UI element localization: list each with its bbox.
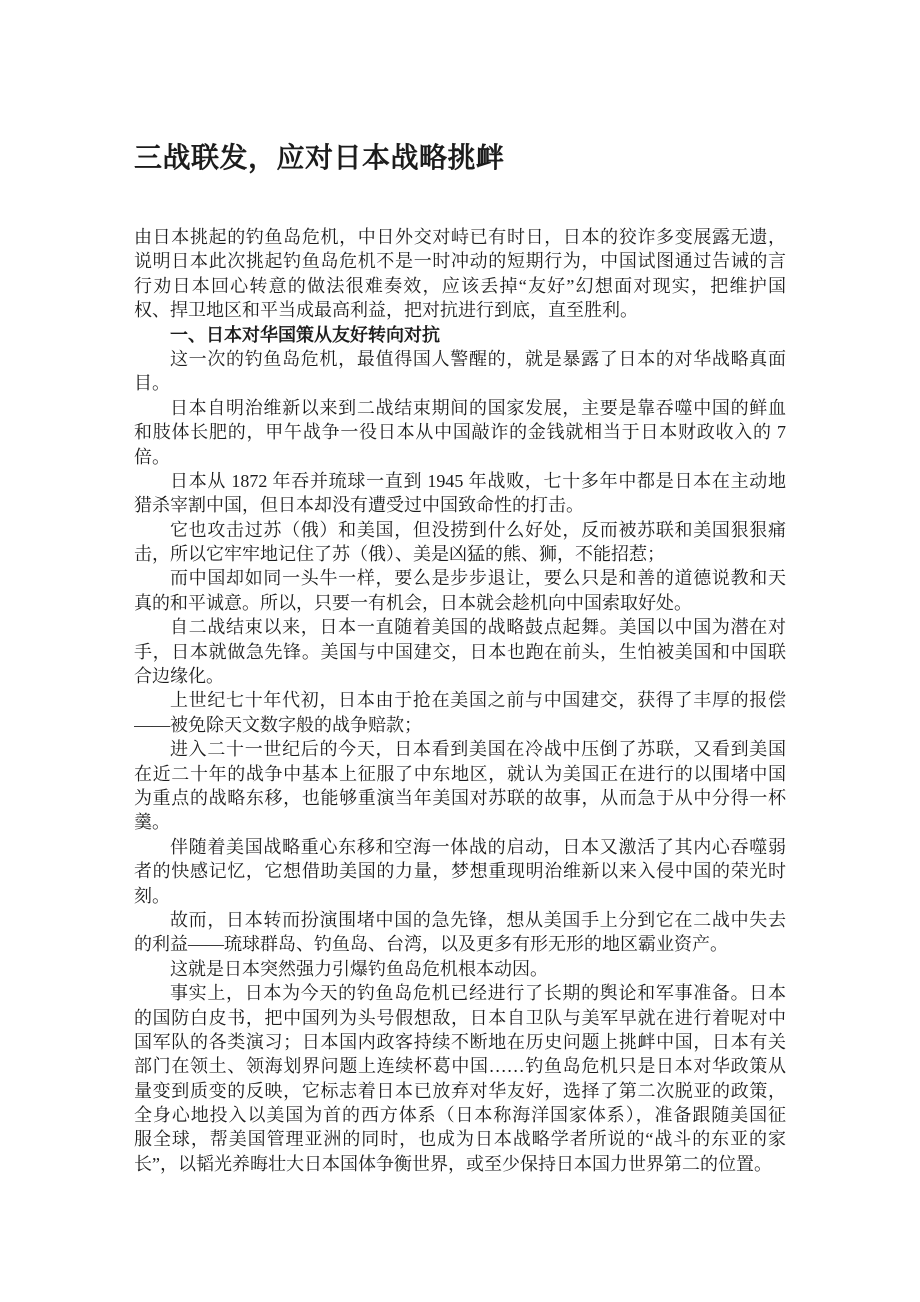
text-line: 说明日本此次挑起钓鱼岛危机不是一时冲动的短期行为，中国试图通过告诫的言 — [134, 251, 786, 272]
text-line: 而中国却如同一头牛一样，要么是步步退让，要么只是和善的道德说教和天 — [170, 568, 786, 589]
text-line: 服全球，帮美国管理亚洲的同时，也成为日本战略学者所说的“战斗的东亚的家 — [134, 1129, 786, 1150]
text-line: 的国防白皮书，把中国列为头号假想敌，日本自卫队与美军早就在进行着呢对中 — [134, 1007, 786, 1028]
text-line: 部门在领土、领海划界问题上连续杯葛中国……钓鱼岛危机只是日本对华政策从 — [134, 1056, 786, 1077]
paragraph — [134, 835, 786, 908]
text-line: 羹。 — [134, 812, 170, 833]
text-line: 一、日本对华国策从友好转向对抗 — [170, 324, 440, 345]
document-body — [134, 225, 786, 1176]
text-line: 长”，以韬光养晦壮大日本国体争衡世界，或至少保持日本国力世界第二的位置。 — [134, 1153, 772, 1174]
text-line: 者的快感记忆，它想借助美国的力量，梦想重现明治维新以来入侵中国的荣光时 — [134, 861, 786, 882]
paragraph — [134, 225, 786, 323]
paragraph — [134, 688, 786, 737]
text-line: 行劝日本回心转意的做法很难奏效，应该丢掉“友好”幻想面对现实，把维护国 — [134, 275, 786, 296]
text-line: 故而，日本转而扮演围堵中国的急先锋，想从美国手上分到它在二战中失去 — [170, 909, 786, 930]
text-line: 它也攻击过苏（俄）和美国，但没捞到什么好处，反而被苏联和美国狠狠痛 — [170, 519, 786, 540]
text-line: 和肢体长肥的，甲午战争一役日本从中国敲诈的金钱就相当于日本财政收入的 7 — [134, 422, 786, 443]
paragraph — [134, 737, 786, 835]
text-line: 上世纪七十年代初，日本由于抢在美国之前与中国建交，获得了丰厚的报偿 — [170, 690, 786, 711]
text-line: 日本从 1872 年吞并琉球一直到 1945 年战败，七十多年中都是日本在主动地 — [170, 470, 786, 491]
section-heading — [134, 323, 786, 347]
text-line: 这就是日本突然强力引爆钓鱼岛危机根本动因。 — [170, 958, 548, 979]
text-line: 真的和平诚意。所以，只要一有机会，日本就会趁机向中国索取好处。 — [134, 592, 692, 613]
text-line: 合边缘化。 — [134, 666, 224, 687]
text-line: 为重点的战略东移，也能够重演当年美国对苏联的故事，从而急于从中分得一杯 — [134, 787, 786, 808]
text-line: 刻。 — [134, 885, 170, 906]
text-line: 权、捍卫地区和平当成最高利益，把对抗进行到底，直至胜利。 — [134, 300, 638, 321]
text-line: 手，日本就做急先锋。美国与中国建交，日本也跑在前头，生怕被美国和中国联 — [134, 641, 786, 662]
text-line: ——被免除天文数字般的战争赔款； — [134, 714, 422, 735]
paragraph — [134, 957, 786, 981]
text-line: 伴随着美国战略重心东移和空海一体战的启动，日本又激活了其内心吞噬弱 — [170, 836, 786, 857]
text-line: 全身心地投入以美国为首的西方体系（日本称海洋国家体系），准备跟随美国征 — [134, 1105, 786, 1126]
paragraph — [134, 469, 786, 518]
text-line: 倍。 — [134, 446, 170, 467]
text-line: 事实上，日本为今天的钓鱼岛危机已经进行了长期的舆论和军事准备。日本 — [170, 983, 786, 1004]
text-line: 猎杀宰割中国，但日本却没有遭受过中国致命性的打击。 — [134, 495, 584, 516]
paragraph — [134, 396, 786, 469]
paragraph — [134, 518, 786, 567]
text-line: 击，所以它牢牢地记住了苏（俄）、美是凶猛的熊、狮，不能招惹； — [134, 544, 665, 565]
text-line: 的利益——琉球群岛、钓鱼岛、台湾，以及更多有形无形的地区霸业资产。 — [134, 934, 728, 955]
paragraph — [134, 908, 786, 957]
text-line: 量变到质变的反映，它标志着日本已放弃对华友好，选择了第二次脱亚的政策， — [134, 1080, 786, 1101]
paragraph — [134, 347, 786, 396]
text-line: 自二战结束以来，日本一直随着美国的战略鼓点起舞。美国以中国为潜在对 — [170, 617, 786, 638]
text-line: 进入二十一世纪后的今天，日本看到美国在冷战中压倒了苏联，又看到美国 — [170, 739, 786, 760]
document-title: 三战联发，应对日本战略挑衅 — [134, 143, 505, 174]
paragraph — [134, 566, 786, 615]
text-line: 国军队的各类演习；日本国内政客持续不断地在历史问题上挑衅中国，日本有关 — [134, 1031, 786, 1052]
text-line: 由日本挑起的钓鱼岛危机，中日外交对峙已有时日，日本的狡诈多变展露无遗， — [134, 227, 786, 247]
paragraph — [134, 615, 786, 688]
paragraph — [134, 981, 786, 1176]
text-line: 在近二十年的战争中基本上征服了中东地区，就认为美国正在进行的以围堵中国 — [134, 763, 786, 784]
text-line: 这一次的钓鱼岛危机，最值得国人警醒的，就是暴露了日本的对华战略真面 — [170, 348, 786, 369]
text-line: 目。 — [134, 373, 170, 394]
text-line: 日本自明治维新以来到二战结束期间的国家发展，主要是靠吞噬中国的鲜血 — [170, 397, 786, 418]
